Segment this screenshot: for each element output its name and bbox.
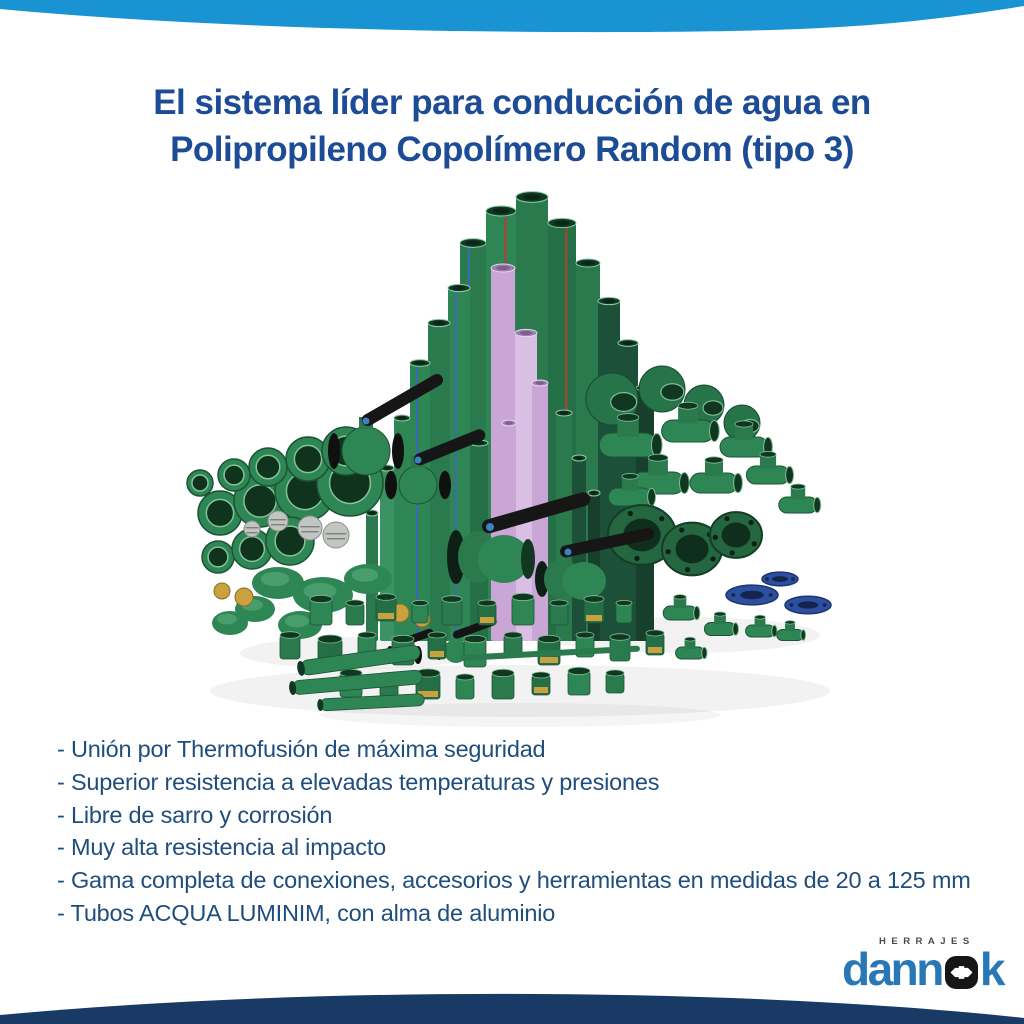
feature-item: - Superior resistencia a elevadas temperaturas y presiones xyxy=(57,768,660,795)
bottom-wave-decoration xyxy=(0,984,1024,1024)
logo-text-dann: dann xyxy=(842,943,942,995)
page-title-line1: El sistema líder para conducción de agua en xyxy=(153,83,871,122)
product-photo-ppr-pipes-and-fittings xyxy=(160,183,880,728)
top-wave-decoration xyxy=(0,0,1024,40)
ppr-pipes-illustration xyxy=(160,183,880,728)
feature-item: - Unión por Thermofusión de máxima seguridad xyxy=(57,736,546,762)
feature-item: - Libre de sarro y corrosión xyxy=(57,801,333,828)
page-title-line2: Polipropileno Copolímero Random (tipo 3) xyxy=(170,130,854,169)
feature-item: - Tubos ACQUA LUMINIM, con alma de aluminio xyxy=(57,899,556,926)
page-title xyxy=(0,79,1024,173)
feature-item: - Gama completa de conexiones, accesorios y herramientas en medidas de 20 a 125 mm xyxy=(57,867,971,894)
feature-item: - Muy alta resistencia al impacto xyxy=(57,834,387,861)
feature-list xyxy=(57,733,987,930)
logo-text-k: k xyxy=(979,943,1003,995)
logo-tagline: HERRAJES xyxy=(879,936,975,947)
